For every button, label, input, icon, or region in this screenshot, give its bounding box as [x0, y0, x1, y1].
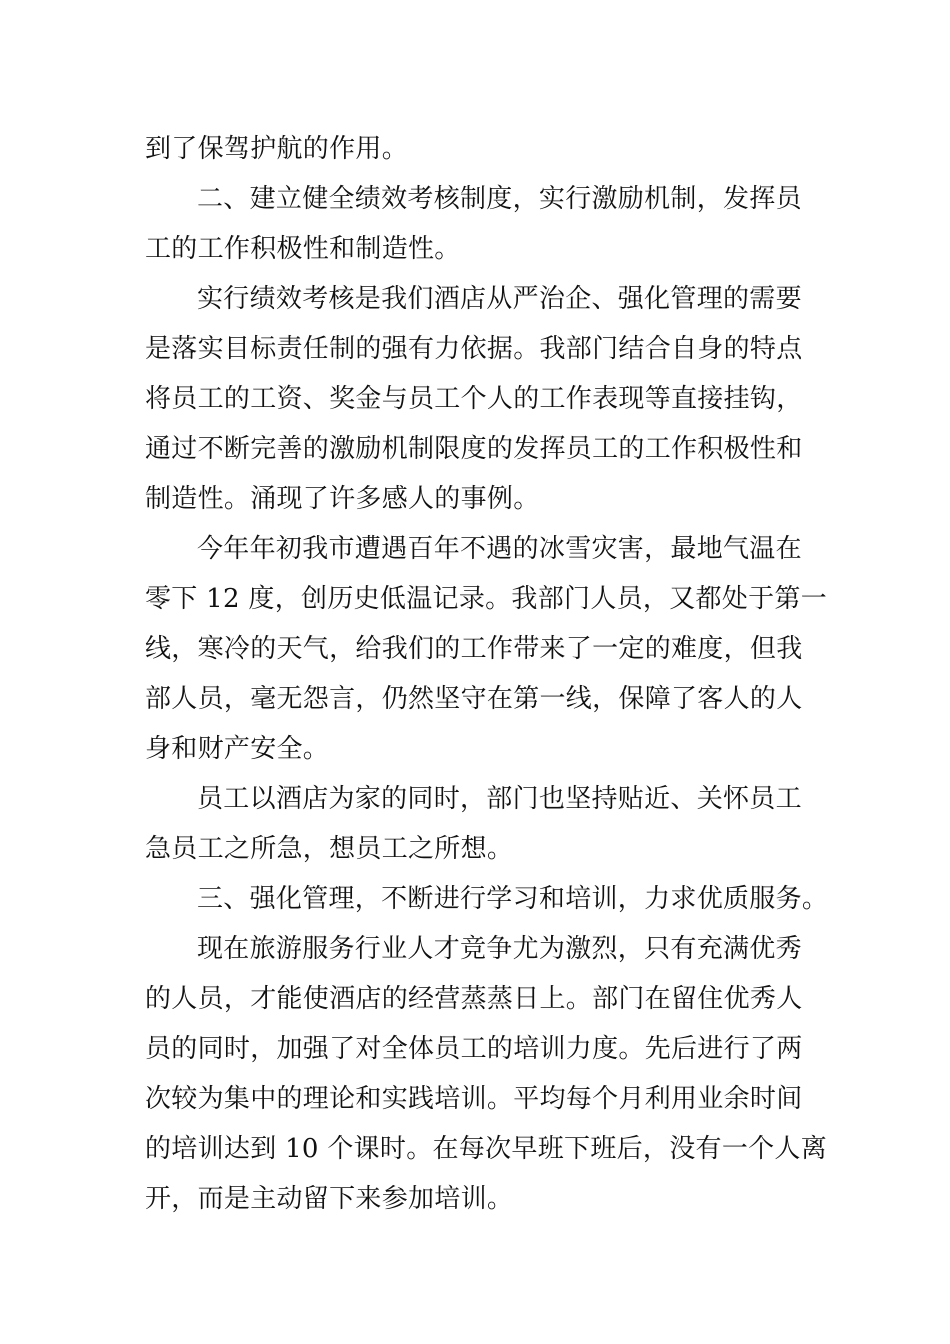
- text-line: 零下 12 度，创历史低温记录。我部门人员，又都处于第一: [145, 584, 828, 614]
- text-line: 现在旅游服务行业人才竞争尤为激烈，只有充满优秀: [197, 934, 802, 964]
- text-line: 通过不断完善的激励机制限度的发挥员工的工作积极性和: [145, 434, 803, 464]
- text-line: 制造性。涌现了许多感人的事例。: [145, 484, 540, 514]
- text-line: 次较为集中的理论和实践培训。平均每个月利用业余时间: [145, 1084, 803, 1114]
- text-line: 员的同时，加强了对全体员工的培训力度。先后进行了两: [145, 1034, 803, 1064]
- text-line: 是落实目标责任制的强有力依据。我部门结合自身的特点: [145, 334, 803, 364]
- section-heading: 二、建立健全绩效考核制度，实行激励机制，发挥员: [197, 184, 802, 214]
- text-line: 身和财产安全。: [145, 734, 330, 764]
- text-line: 员工以酒店为家的同时，部门也坚持贴近、关怀员工: [197, 784, 802, 814]
- text-line: 线，寒冷的天气，给我们的工作带来了一定的难度，但我: [145, 634, 803, 664]
- text-line: 工的工作积极性和制造性。: [145, 234, 461, 264]
- text-line: 急员工之所急，想员工之所想。: [145, 834, 514, 864]
- text-line: 的人员，才能使酒店的经营蒸蒸日上。部门在留住优秀人: [145, 984, 803, 1014]
- section-heading: 三、强化管理，不断进行学习和培训，力求优质服务。: [197, 884, 829, 914]
- text-line: 到了保驾护航的作用。: [145, 134, 409, 164]
- text-line: 部人员，毫无怨言，仍然坚守在第一线，保障了客人的人: [145, 684, 803, 714]
- text-line: 实行绩效考核是我们酒店从严治企、强化管理的需要: [197, 284, 802, 314]
- text-line: 今年年初我市遭遇百年不遇的冰雪灾害，最地气温在: [197, 534, 802, 564]
- text-line: 将员工的工资、奖金与员工个人的工作表现等直接挂钩，: [145, 384, 803, 414]
- text-line: 开，而是主动留下来参加培训。: [145, 1184, 514, 1214]
- text-line: 的培训达到 10 个课时。在每次早班下班后，没有一个人离: [145, 1134, 828, 1164]
